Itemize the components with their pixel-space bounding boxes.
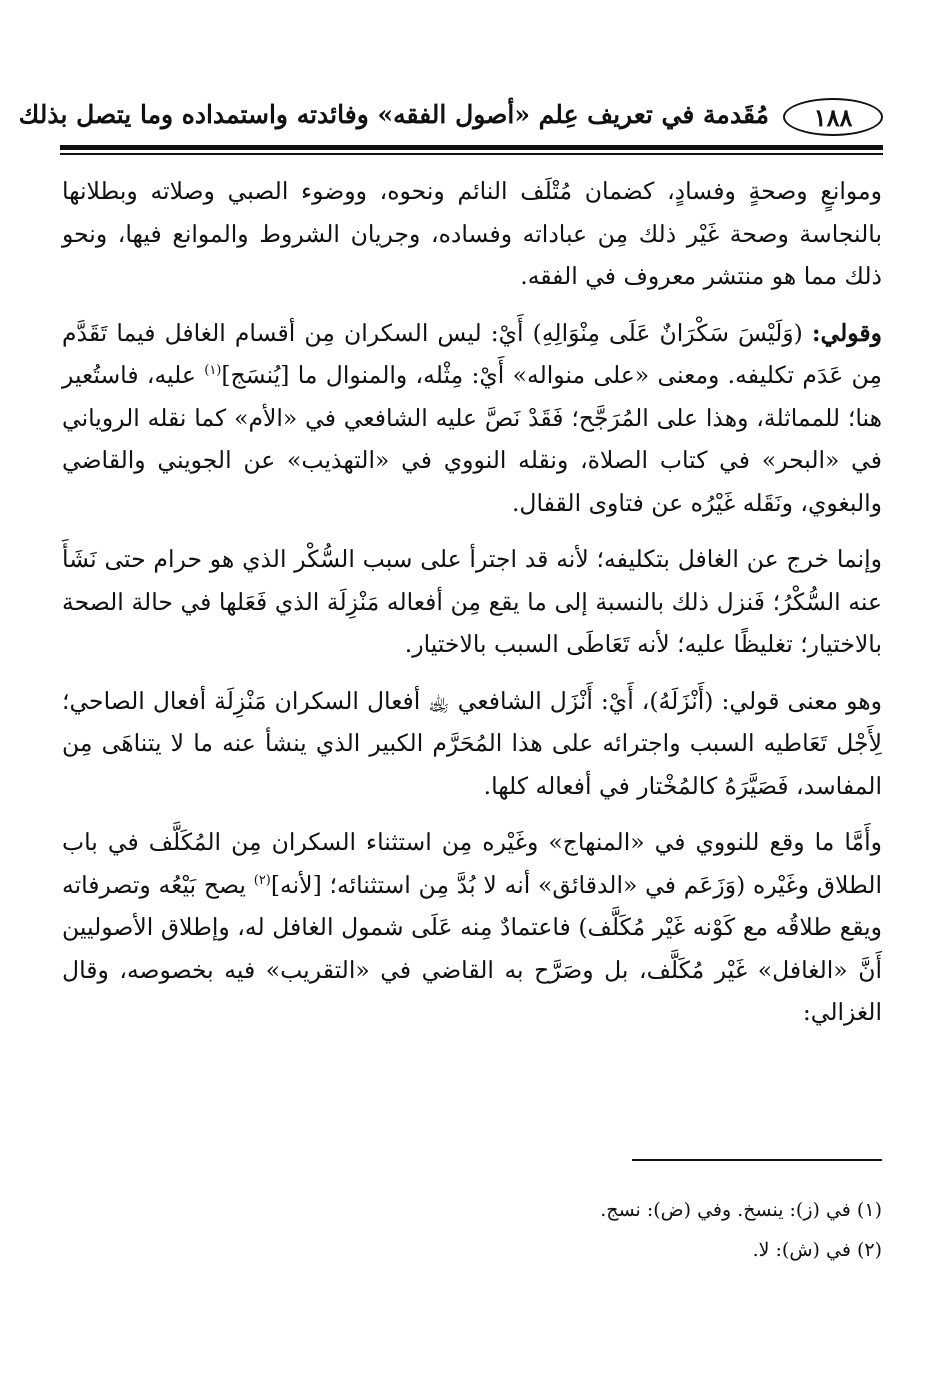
- paragraph-5-text-a: وأَمَّا ما وقع للنووي في «المنهاج» وغَيْره مِن استثناء السكران مِن المُكَلَّف في باب الطلاق وغَيْره (وَزَعَم في «الدقائق» أنه لا بُدَّ مِن استثنائه؛ [لأنه]: [62, 828, 882, 899]
- footnotes: [62, 1190, 882, 1270]
- paragraph-2: [62, 312, 882, 525]
- paragraph-3: وإنما خرج عن الغافل بتكليفه؛ لأنه قد اجترأ على سبب السُّكْر الذي هو حرام حتى نَشَأَ عنه السُّكْرُ؛ فَنزل ذلك بالنسبة إلى ما يقع مِن أفعاله مَنْزِلَة الذي فَعَلها في حالة الصحة بالاختيار؛ تغليظًا عليه؛ لأنه تَعَاطَى السبب بالاختيار.: [62, 545, 882, 658]
- running-header: [18, 94, 883, 142]
- paragraph-5: [62, 821, 882, 1034]
- header-title: مُقَدمة في تعريف عِلم «أصول الفقه» وفائدته واستمداده وما يتصل بذلك: [18, 100, 769, 129]
- header-rule-thick: [60, 145, 883, 150]
- paragraph-2-lead: وقولي:: [811, 318, 882, 347]
- paragraph-2-text-a: (وَلَيْسَ سَكْرَانٌ عَلَى مِنْوَالِهِ) أَيْ: ليس السكران مِن أقسام الغافل فيما تَقَدَّم مِن عَدَم تكليفه. ومعنى «على منواله» أَيْ: مِثْله، والمنوال ما [يُنسَج]: [62, 318, 882, 389]
- page-number: ١٨٨: [783, 98, 883, 136]
- paragraph-4: وهو معنى قولي: (أَنْزَلَهُ)، أَيْ: أَنْزَل الشافعي ﵀ أفعال السكران مَنْزِلَة أفعال الصاحي؛ لِأَجْل تَعَاطيه السبب واجترائه على هذا المُحَرَّم الكبير الذي ينشأ عنه ما لا يتناهَى مِن المفاسد، فَصَيَّرَهُ كالمُخْتار في أفعاله كلها.: [62, 686, 882, 800]
- footnote-ref-1: (١): [204, 363, 222, 379]
- footnote-2: (٢) في (ش): لا.: [752, 1239, 882, 1261]
- header-rule-thin: [60, 153, 883, 155]
- paragraph-1: وموانعٍ وصحةٍ وفسادٍ، كضمان مُتْلَف النائم ونحوه، ووضوء الصبي وصلاته وبطلانها بالنجاسة وصحة غَيْر ذلك مِن عباداته وفساده، وجريان الشروط والموانع فيها، ونحو ذلك مما هو منتشر معروف في الفقه.: [62, 177, 882, 290]
- footnote-ref-2: (٢): [253, 872, 271, 888]
- paragraph-2-text-b: عليه، فاستُعير هنا؛ للمماثلة، وهذا على المُرَجَّح؛ فَقَدْ نَصَّ عليه الشافعي في «الأم» كما نقله الروياني في «البحر» في كتاب الصلاة، ونقله النووي في «التهذيب» عن الجويني والقاضي والبغوي، ونَقَله غَيْرُه عن فتاوى القفال.: [62, 361, 882, 517]
- footnote-1: (١) في (ز): ينسخ. وفي (ض): نسج.: [600, 1199, 882, 1221]
- footnote-separator: [632, 1159, 882, 1161]
- paragraph-5-text-b: يصح بَيْعُه وتصرفاته ويقع طلاقُه مع كَوْنه غَيْر مُكَلَّف) فاعتمادٌ مِنه عَلَى شمول الغافل له، وإطلاق الأصوليين أَنَّ «الغافل» غَيْر مُكَلَّف، بل وصَرَّح به القاضي في «التقريب» فيه بخصوصه، وقال الغزالي:: [62, 870, 882, 1026]
- main-text: [62, 170, 882, 1048]
